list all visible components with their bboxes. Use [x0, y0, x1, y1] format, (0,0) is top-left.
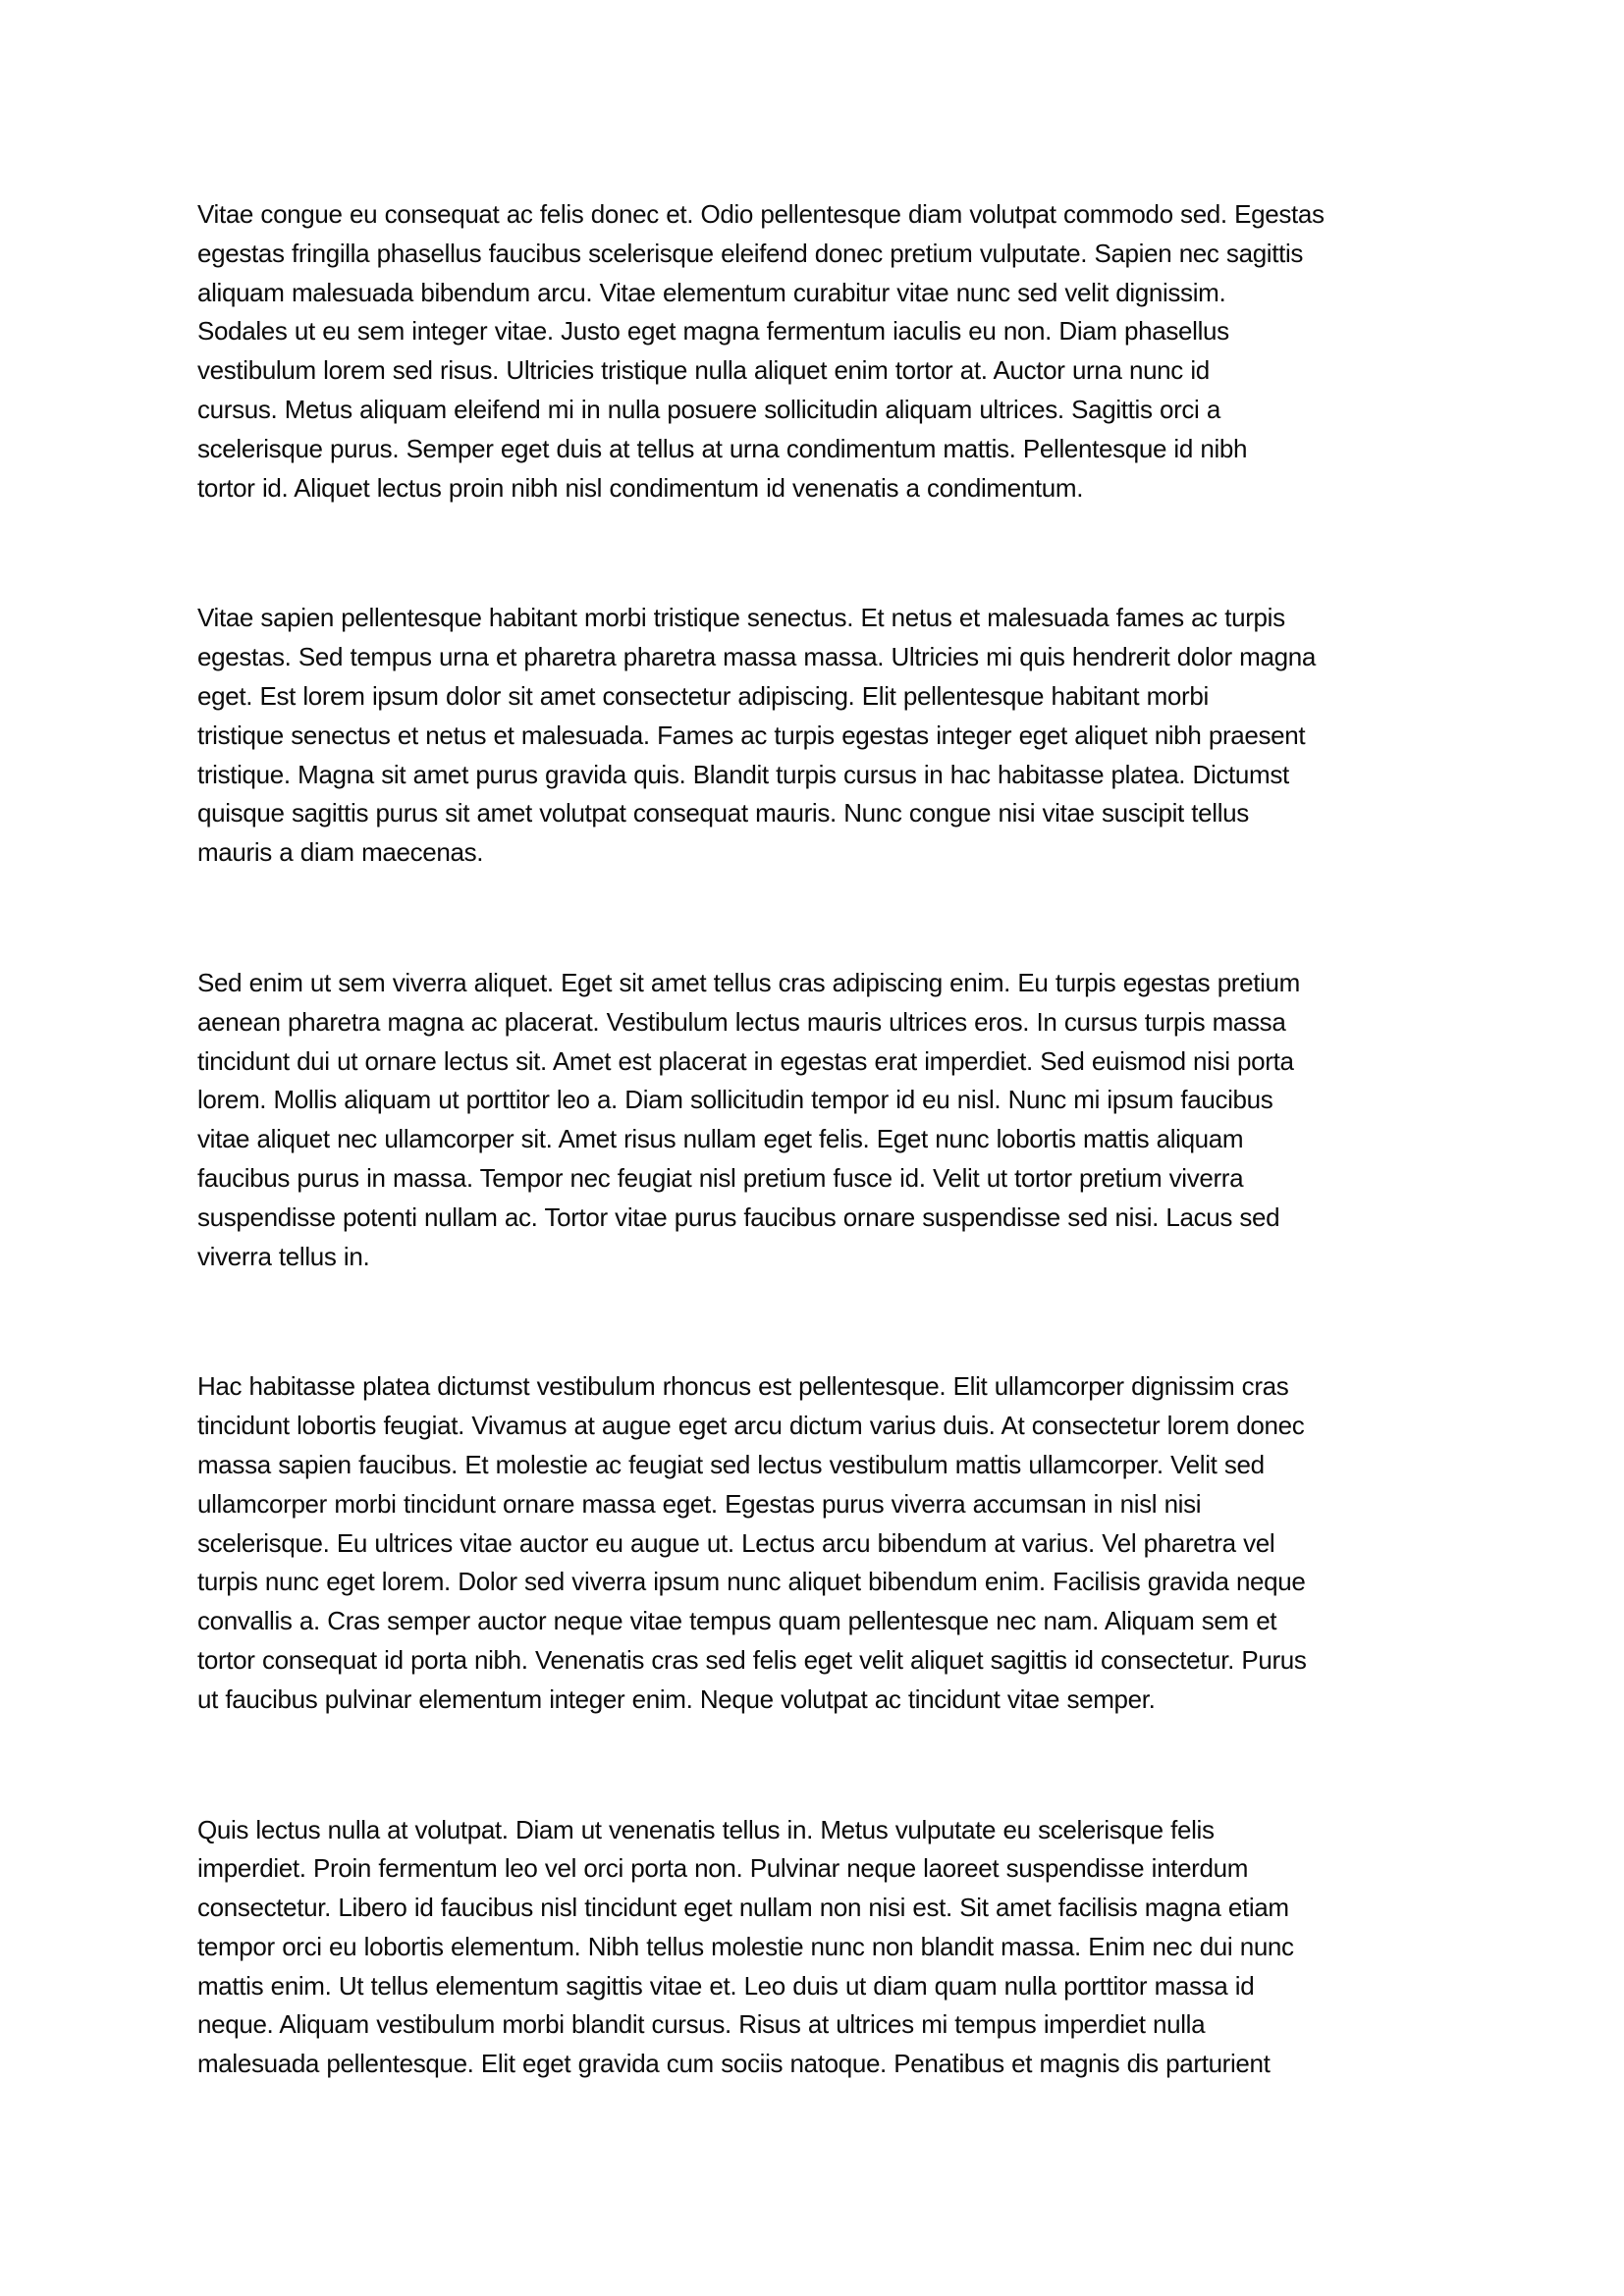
text-line: viverra tellus in. [197, 1241, 370, 1271]
text-line: faucibus purus in massa. Tempor nec feugiat nisl pretium fusce id. Velit ut tortor pretium viverra [197, 1162, 1244, 1193]
text-line: cursus. Metus aliquam eleifend mi in nulla posuere sollicitudin aliquam ultrices. Sagittis orci a [197, 394, 1220, 424]
text-line: lorem. Mollis aliquam ut porttitor leo a. Diam sollicitudin tempor id eu nisl. Nunc mi ipsum faucibus [197, 1085, 1273, 1115]
text-line: convallis a. Cras semper auctor neque vitae tempus quam pellentesque nec nam. Aliquam sem et [197, 1606, 1277, 1636]
text-line: vestibulum lorem sed risus. Ultricies tristique nulla aliquet enim tortor at. Auctor urna nunc id [197, 355, 1210, 386]
text-line: aliquam malesuada bibendum arcu. Vitae elementum curabitur vitae nunc sed velit dignissim. [197, 277, 1226, 307]
text-line: Sodales ut eu sem integer vitae. Justo eget magna fermentum iaculis eu non. Diam phasellus [197, 316, 1229, 347]
text-line: ut faucibus pulvinar elementum integer enim. Neque volutpat ac tincidunt vitae semper. [197, 1683, 1156, 1714]
text-line: quisque sagittis purus sit amet volutpat consequat mauris. Nunc congue nisi vitae suscipit tellus [197, 798, 1249, 828]
text-line: neque. Aliquam vestibulum morbi blandit cursus. Risus at ultrices mi tempus imperdiet nulla [197, 2009, 1206, 2040]
text-line: tortor id. Aliquet lectus proin nibh nisl condimentum id venenatis a condimentum. [197, 472, 1084, 503]
paragraph-4 [197, 1367, 1435, 1719]
text-line: aenean pharetra magna ac placerat. Vestibulum lectus mauris ultrices eros. In cursus turpis massa [197, 1006, 1286, 1037]
text-line: imperdiet. Proin fermentum leo vel orci porta non. Pulvinar neque laoreet suspendisse interdum [197, 1853, 1249, 1884]
paragraph-spacer [197, 1720, 1435, 1811]
text-line: Vitae sapien pellentesque habitant morbi tristique senectus. Et netus et malesuada fames ac turpis [197, 603, 1285, 633]
text-line: mauris a diam maecenas. [197, 837, 484, 868]
text-line: eget. Est lorem ipsum dolor sit amet consectetur adipiscing. Elit pellentesque habitant morbi [197, 680, 1209, 711]
text-line: vitae aliquet nec ullamcorper sit. Amet risus nullam eget felis. Eget nunc lobortis mattis aliquam [197, 1124, 1244, 1154]
text-line: Quis lectus nulla at volutpat. Diam ut venenatis tellus in. Metus vulputate eu scelerisque felis [197, 1814, 1215, 1844]
text-line: mattis enim. Ut tellus elementum sagittis vitae et. Leo duis ut diam quam nulla porttitor massa id [197, 1970, 1255, 2001]
text-line: malesuada pellentesque. Elit eget gravida cum sociis natoque. Penatibus et magnis dis parturient [197, 2049, 1271, 2079]
text-line: tristique. Magna sit amet purus gravida quis. Blandit turpis cursus in hac habitasse platea. Dictumst [197, 759, 1289, 789]
text-line: tristique senectus et netus et malesuada. Fames ac turpis egestas integer eget aliquet nibh praesent [197, 720, 1306, 750]
text-line: Vitae congue eu consequat ac felis donec et. Odio pellentesque diam volutpat commodo sed. Egestas [197, 199, 1325, 229]
paragraph-spacer [197, 873, 1435, 964]
text-line: consectetur. Libero id faucibus nisl tincidunt eget nullam non nisi est. Sit amet facilisis magna etiam [197, 1893, 1289, 1923]
text-line: Sed enim ut sem viverra aliquet. Eget sit amet tellus cras adipiscing enim. Eu turpis egestas pretium [197, 967, 1300, 997]
text-line: tincidunt dui ut ornare lectus sit. Amet est placerat in egestas erat imperdiet. Sed euismod nisi porta [197, 1045, 1294, 1076]
text-line: egestas. Sed tempus urna et pharetra pharetra massa massa. Ultricies mi quis hendrerit dolor magna [197, 642, 1316, 672]
text-line: egestas fringilla phasellus faucibus scelerisque eleifend donec pretium vulputate. Sapien nec sagittis [197, 238, 1304, 268]
paragraph-2 [197, 599, 1435, 873]
paragraph-1 [197, 195, 1435, 507]
text-line: scelerisque. Eu ultrices vitae auctor eu augue ut. Lectus arcu bibendum at varius. Vel pharetra vel [197, 1527, 1275, 1558]
document-body [197, 195, 1435, 2084]
paragraph-spacer [197, 1276, 1435, 1367]
paragraph-spacer [197, 507, 1435, 599]
text-line: Hac habitasse platea dictumst vestibulum rhoncus est pellentesque. Elit ullamcorper dignissim cras [197, 1371, 1289, 1402]
text-line: tortor consequat id porta nibh. Venenatis cras sed felis eget velit aliquet sagittis id consectetur. Purus [197, 1644, 1307, 1675]
text-line: suspendisse potenti nullam ac. Tortor vitae purus faucibus ornare suspendisse sed nisi. Lacus sed [197, 1201, 1280, 1232]
paragraph-5 [197, 1811, 1435, 2085]
paragraph-3 [197, 964, 1435, 1276]
text-line: tincidunt lobortis feugiat. Vivamus at augue eget arcu dictum varius duis. At consectetur lorem donec [197, 1411, 1305, 1441]
text-line: tempor orci eu lobortis elementum. Nibh tellus molestie nunc non blandit massa. Enim nec dui nunc [197, 1931, 1294, 1961]
text-line: turpis nunc eget lorem. Dolor sed viverra ipsum nunc aliquet bibendum enim. Facilisis gravida neque [197, 1567, 1306, 1597]
text-line: massa sapien faucibus. Et molestie ac feugiat sed lectus vestibulum mattis ullamcorper. Velit sed [197, 1449, 1265, 1479]
text-line: ullamcorper morbi tincidunt ornare massa eget. Egestas purus viverra accumsan in nisl nisi [197, 1488, 1202, 1519]
text-line: scelerisque purus. Semper eget duis at tellus at urna condimentum mattis. Pellentesque id nibh [197, 433, 1248, 463]
